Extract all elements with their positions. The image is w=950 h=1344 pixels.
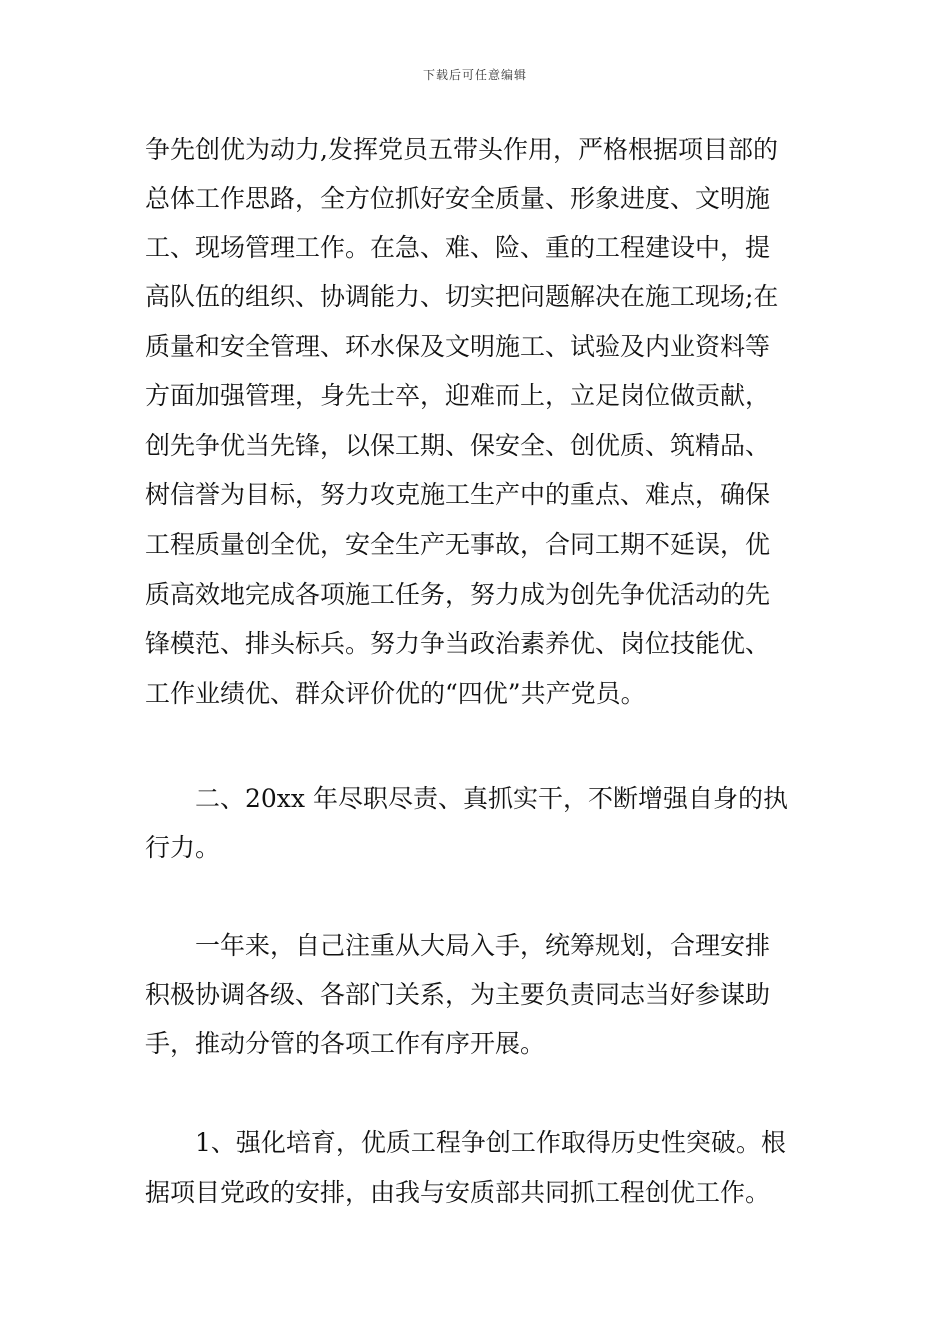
paragraph-1-line-8: 树信誉为目标，努力攻克施工生产中的重点、难点，确保 <box>145 480 771 509</box>
paragraph-1-line-11: 锋模范、排头标兵。努力争当政治素养优、岗位技能优、 <box>145 629 771 658</box>
paragraph-1-line-4: 高队伍的组织、协调能力、切实把问题解决在施工现场;在 <box>145 282 779 311</box>
paragraph-3-line-1: 一年来，自己注重从大局入手，统筹规划，合理安排 <box>145 931 771 960</box>
paragraph-1-line-7: 创先争优当先锋，以保工期、保安全、创优质、筑精品、 <box>145 431 771 460</box>
paragraph-1-line-12: 工作业绩优、群众评价优的“四优”共产党员。 <box>145 679 646 708</box>
paragraph-2-line-2: 行力。 <box>145 833 221 862</box>
paragraph-1-line-6: 方面加强管理，身先士卒，迎难而上，立足岗位做贡献， <box>145 381 771 410</box>
paragraph-1-line-10: 质高效地完成各项施工任务，努力成为创先争优活动的先 <box>145 580 771 609</box>
paragraph-4-line-2: 据项目党政的安排，由我与安质部共同抓工程创优工作。 <box>145 1178 771 1207</box>
paragraph-1-line-5: 质量和安全管理、环水保及文明施工、试验及内业资料等 <box>145 332 771 361</box>
paragraph-1-line-1: 争先创优为动力,发挥党员五带头作用，严格根据项目部的 <box>145 135 778 164</box>
paragraph-3-line-3: 手，推动分管的各项工作有序开展。 <box>145 1029 546 1058</box>
paragraph-4-line-1: 1、强化培育，优质工程争创工作取得历史性突破。根 <box>145 1128 786 1157</box>
header-note: 下载后可任意编辑 <box>422 68 527 82</box>
paragraph-1-line-9: 工程质量创全优，安全生产无事故，合同工期不延误，优 <box>145 530 771 559</box>
paragraph-3-line-2: 积极协调各级、各部门关系，为主要负责同志当好参谋助 <box>145 980 771 1009</box>
paragraph-1-line-2: 总体工作思路，全方位抓好安全质量、形象进度、文明施 <box>145 184 771 213</box>
paragraph-1-line-3: 工、现场管理工作。在急、难、险、重的工程建设中，提 <box>145 233 771 262</box>
paragraph-2-line-1: 二、20xx 年尽职尽责、真抓实干，不断增强自身的执 <box>145 784 788 813</box>
